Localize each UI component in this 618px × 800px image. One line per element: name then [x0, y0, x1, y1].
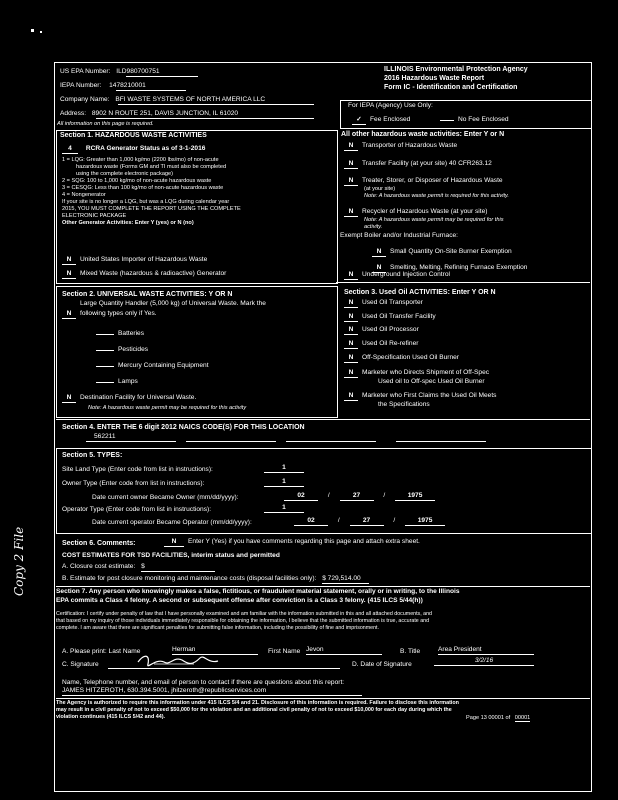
form-title: Form IC - Identification and Certification — [384, 84, 518, 91]
used-oil-value[interactable]: N — [344, 299, 358, 308]
owner-year[interactable]: 1975 — [395, 492, 435, 501]
no-fee-enclosed — [440, 116, 509, 124]
transfer-row — [344, 160, 492, 169]
uw-type-row — [96, 346, 148, 354]
label: Batteries — [118, 330, 145, 337]
destination-value[interactable]: N — [62, 394, 76, 403]
lqh-row — [62, 310, 157, 319]
used-oil-row — [344, 354, 459, 363]
closure-value[interactable]: $ — [141, 563, 215, 572]
label: Used Oil Processor — [362, 326, 419, 333]
activities-title: All other hazardous waste activities: Enter Y or N — [341, 131, 505, 138]
used-oil-sub: Used oil to Off-spec Used Oil Burner — [378, 378, 485, 385]
margin-note: Copy 2 File — [12, 526, 26, 596]
certification: that based on my inquiry of those individuals immediately responsible for obtaining the information, I believe that the submitted information is true, accurate and — [56, 618, 430, 624]
iepa-number-row — [60, 82, 146, 90]
mixed-label: Mixed Waste (hazardous & radioactive) Generator — [80, 270, 227, 277]
section6-title: Section 6. Comments: — [62, 540, 136, 547]
uw-type-check[interactable] — [96, 366, 114, 367]
last-name-label: A. Please print: Last Name — [62, 648, 141, 655]
owner-type-value[interactable]: 1 — [264, 478, 304, 487]
status-option: 2 = SQG: 100 to 1,000 kg/mo of non-acute hazardous waste — [62, 178, 212, 184]
contact-value[interactable]: JAMES HITZEROTH, 630.394.5001, jhitzeroth@republicservices.com — [62, 687, 267, 694]
burner-value[interactable]: N — [372, 248, 386, 257]
date-separator: / — [393, 517, 396, 524]
title-value[interactable]: Area President — [438, 646, 534, 655]
owner-type-label: Owner Type (Enter code from list in instructions): — [62, 480, 205, 487]
section3-title: Section 3. Used Oil ACTIVITIES: Enter Y OR N — [344, 289, 496, 296]
used-oil-sub: the Specifications — [378, 401, 430, 408]
recycler-value[interactable]: N — [344, 208, 358, 217]
label: B. Estimate for post closure monitoring and maintenance costs (disposal facilities only): — [62, 575, 317, 582]
page-number — [466, 715, 530, 722]
label: Pesticides — [118, 346, 149, 353]
status-option: 4 = Nongenerator — [62, 192, 106, 198]
label: Mercury Containing Equipment — [118, 362, 209, 369]
contact-label: Name, Telephone number, and email of person to contact if there are questions about this report: — [62, 679, 345, 686]
label: Destination Facility for Universal Waste. — [80, 394, 197, 401]
footer-text: may result in a civil penalty of not to exceed $50,000 for the violation and an additional civil penalty of not to exceed $10,000 for each day during which the — [56, 707, 452, 713]
label: Marketer who Directs Shipment of Off-Spec — [362, 369, 490, 376]
label: IEPA Number: — [60, 82, 102, 89]
epa-number: ILD980700751 — [116, 68, 160, 75]
certification: complete. I am aware that there are significant penalties for submitting false information, including the possibility of fine and imprisonment. — [56, 625, 379, 631]
operator-year[interactable]: 1975 — [405, 517, 445, 526]
label: Smelting, Melting, Refining Furnace Exemption — [390, 264, 528, 271]
mixed-value[interactable]: N — [62, 270, 76, 279]
page-label: Page 13 00001 of — [466, 715, 511, 721]
label: Used Oil Transfer Facility — [362, 313, 436, 320]
postclosure-row — [62, 575, 369, 584]
title-label: B. Title — [400, 648, 421, 655]
operator-day[interactable]: 27 — [350, 517, 384, 526]
operator-type-label: Operator Type (Enter code from list in instructions): — [62, 506, 212, 513]
address-row — [60, 110, 238, 118]
company-name: BFI WASTE SYSTEMS OF NORTH AMERICA LLC — [115, 96, 266, 103]
used-oil-row — [344, 340, 418, 349]
date-value[interactable]: 3/2/16 — [434, 657, 534, 666]
status-options — [62, 157, 241, 227]
importer-value[interactable]: N — [62, 256, 76, 265]
label: following types only if Yes. — [80, 310, 157, 317]
fee-enclosed — [352, 116, 410, 125]
label: Enter Y (Yes) if you have comments regarding this page and attach extra sheet. — [188, 538, 420, 545]
mixed-row — [62, 270, 226, 279]
report-title: 2016 Hazardous Waste Report — [384, 75, 485, 82]
scan-speck — [31, 29, 34, 32]
uic-row — [344, 271, 450, 280]
date-label: D. Date of Signature — [352, 661, 412, 668]
owner-date-label: Date current owner Became Owner (mm/dd/yyyy): — [92, 494, 239, 501]
used-oil-value[interactable]: N — [344, 313, 358, 322]
uic-value[interactable]: N — [344, 271, 358, 280]
used-oil-row — [344, 326, 419, 335]
no-fee-check[interactable] — [440, 120, 454, 121]
epa-number-row — [60, 68, 160, 76]
section5-title: Section 5. TYPES: — [62, 452, 123, 459]
label: Transfer Facility (at your site) 40 CFR263.12 — [362, 160, 492, 167]
label: Fee Enclosed — [370, 116, 411, 123]
lqh-label: Large Quantity Handler (5,000 kg) of Universal Waste. Mark the — [80, 300, 266, 307]
label: Off-Specification Used Oil Burner — [362, 354, 459, 361]
uw-type-check[interactable] — [96, 334, 114, 335]
date-separator: / — [337, 517, 340, 524]
uw-type-row — [96, 362, 209, 370]
tsd-row — [344, 177, 503, 186]
used-oil-value[interactable]: N — [344, 392, 358, 401]
lqh-value[interactable]: N — [62, 310, 76, 319]
section4-title: Section 4. ENTER THE 6 digit 2012 NAICS CODE(S) FOR THIS LOCATION — [62, 424, 305, 431]
tsd-note: Note: A hazardous waste permit is required for this activity. — [364, 193, 509, 199]
agency-title: ILLINOIS Environmental Protection Agency — [384, 66, 528, 73]
uw-type-row — [96, 378, 138, 386]
transfer-value[interactable]: N — [344, 160, 358, 169]
section2-title: Section 2. UNIVERSAL WASTE ACTIVITIES: Y OR N — [62, 291, 233, 298]
operator-month[interactable]: 02 — [294, 517, 328, 526]
label: Recycler of Hazardous Waste (at your site) — [362, 208, 488, 215]
land-type-label: Site Land Type (Enter code from list in instructions): — [62, 466, 213, 473]
importer-row — [62, 256, 207, 265]
importer-label: United States Importer of Hazardous Waste — [80, 256, 208, 263]
uw-type-check[interactable] — [96, 350, 114, 351]
status-option: 2015, YOU MUST COMPLETE THE REPORT USING THE COMPLETE — [62, 206, 241, 212]
iepa-use-label: For IEPA (Agency) Use Only: — [348, 102, 433, 109]
owner-day[interactable]: 27 — [340, 492, 374, 501]
status-value[interactable]: 4 — [62, 145, 78, 154]
label: Used Oil Re-refiner — [362, 340, 419, 347]
cost-title: COST ESTIMATES FOR TSD FACILITIES, interim status and permitted — [62, 552, 280, 559]
land-type-value[interactable]: 1 — [264, 464, 304, 473]
first-name-label: First Name — [268, 648, 301, 655]
operator-type-value[interactable]: 1 — [264, 504, 304, 513]
footer-text: The Agency is authorized to require this information under 415 ILCS 5/4 and 21. Disclosure of this information is required. Failure to disclose this information — [56, 700, 459, 706]
section1-title: Section 1. HAZARDOUS WASTE ACTIVITIES — [60, 132, 207, 139]
used-oil-value[interactable]: N — [344, 369, 358, 378]
page-total: 00001 — [514, 715, 531, 721]
scan-speck — [40, 31, 42, 33]
label: Company Name: — [60, 96, 110, 103]
status-option: 1 = LQG: Greater than 1,000 kg/mo (2200 lbs/mo) of non-acute — [62, 157, 219, 163]
used-oil-value[interactable]: N — [344, 354, 358, 363]
status-option: If your site is no longer a LQG, but was a LQG during calendar year — [62, 199, 230, 205]
transporter-row — [344, 142, 457, 151]
status-option: 3 = CESQG: Less than 100 kg/mo of non-acute hazardous waste — [62, 185, 224, 191]
iepa-number: 1478210001 — [109, 82, 146, 89]
uw-type-row — [96, 330, 144, 338]
section7-title: Section 7. Any person who knowingly makes a false, fictitious, or fraudulent material statement, orally or in writing, to the Illinois — [56, 588, 460, 595]
tsd-value[interactable]: N — [344, 177, 358, 186]
signature-graphic — [134, 652, 224, 672]
footer-text: violation continues (415 ILCS 5/42 and 44). — [56, 714, 166, 720]
transporter-value[interactable]: N — [344, 142, 358, 151]
postclosure-value[interactable]: $ 729,514.00 — [322, 575, 369, 584]
label: Lamps — [118, 378, 138, 385]
burner-row — [372, 248, 512, 257]
section7-title2: EPA commits a Class 4 felony. A second or subsequent offense after conviction is a Class 3 felony. (415 ILCS 5/44(h)) — [56, 597, 423, 604]
label: Transporter of Hazardous Waste — [362, 142, 458, 149]
label: A. Closure cost estimate: — [62, 563, 136, 570]
comments-value[interactable]: N — [164, 538, 184, 547]
recycler-note: activity. — [364, 224, 383, 230]
status-option: ELECTRONIC PACKAGE — [62, 213, 127, 219]
used-oil-row — [344, 299, 423, 308]
tsd-sub: (at your site) — [364, 186, 396, 192]
address: 8902 N ROUTE 251, DAVIS JUNCTION, IL 61020 — [91, 110, 239, 117]
label: Used Oil Transporter — [362, 299, 423, 306]
recycler-note: Note: A hazardous waste permit may be required for this — [364, 217, 504, 223]
label: Address: — [60, 110, 87, 117]
last-name-value[interactable]: Herman — [172, 646, 258, 655]
date-separator: / — [383, 492, 386, 499]
exempt-label: Exempt Boiler and/or Industrial Furnace: — [340, 232, 459, 239]
other-activities-label: Other Generator Activities: Enter Y (yes) or N (no) — [62, 220, 194, 226]
label: Treater, Storer, or Disposer of Hazardous Waste — [362, 177, 503, 184]
required-note: All information on this page is required. — [57, 121, 154, 127]
company-row — [60, 96, 265, 104]
status-label: RCRA Generator Status as of 3-1-2016 — [85, 145, 206, 152]
smelting-value[interactable]: N — [372, 264, 386, 273]
fee-check[interactable]: ✓ — [352, 116, 366, 125]
used-oil-value[interactable]: N — [344, 340, 358, 349]
status-option: using the complete electronic package) — [76, 171, 174, 177]
label: Marketer who First Claims the Used Oil Meets — [362, 392, 497, 399]
label: No Fee Enclosed — [458, 116, 509, 123]
destination-row — [62, 394, 196, 403]
first-name-value[interactable]: Jevon — [306, 646, 382, 655]
owner-month[interactable]: 02 — [284, 492, 318, 501]
naics-code[interactable]: 562211 — [94, 433, 116, 440]
date-separator: / — [327, 492, 330, 499]
closure-row — [62, 563, 215, 572]
operator-date-label: Date current operator Became Operator (mm/dd/yyyy): — [92, 519, 252, 526]
used-oil-row — [344, 313, 436, 322]
owner-date — [284, 492, 435, 501]
label: Small Quantity On-Site Burner Exemption — [390, 248, 512, 255]
certification: Certification: I certify under penalty of law that I have personally examined and am familiar with the information submitted in this and all attached documents, and — [56, 611, 432, 617]
operator-date — [294, 517, 445, 526]
used-oil-value[interactable]: N — [344, 326, 358, 335]
label: Underground Injection Control — [362, 271, 450, 278]
used-oil-row — [344, 392, 496, 401]
label: US EPA Number: — [60, 68, 111, 75]
recycler-row — [344, 208, 487, 217]
status-option: hazardous waste (Forms GM and TI must also be completed — [76, 164, 227, 170]
generator-status-row — [62, 145, 205, 154]
comments-row — [164, 538, 420, 547]
uw-type-check[interactable] — [96, 382, 114, 383]
used-oil-row — [344, 369, 489, 378]
signature-label: C. Signature — [62, 661, 99, 668]
section2-note: Note: A hazardous waste permit may be required for this activity — [88, 405, 247, 411]
